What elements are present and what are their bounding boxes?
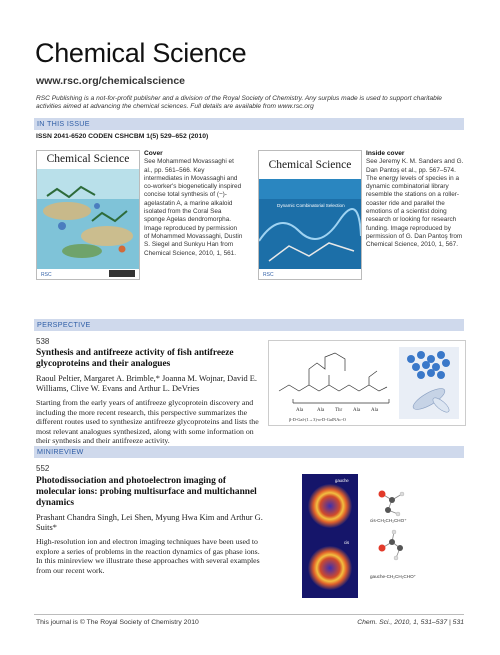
ion-imaging-panels[interactable] xyxy=(302,474,358,598)
molecule-structures xyxy=(366,478,464,582)
imaging-label-cis: cis xyxy=(344,540,350,545)
in-this-issue-label: IN THIS ISSUE xyxy=(37,119,90,128)
perspective-label-ala-2: Ala xyxy=(317,408,325,413)
inside-cover-image-subtitle: Dynamic Combinatorial Selection xyxy=(277,203,345,208)
minireview-abstract: High-resolution ion and electron imaging techniques have been used to explore a series of problems in the reaction dynamics of gas phase ions. In this minireview we illustrate these approaches with several examples from our recent work. xyxy=(36,537,260,575)
minireview-page-number: 552 xyxy=(36,464,50,473)
journal-title: Chemical Science xyxy=(35,38,247,68)
inside-cover-artwork xyxy=(259,151,361,279)
footer-copyright: This journal is © The Royal Society of Chemistry 2010 xyxy=(36,619,199,626)
inside-cover-image[interactable] xyxy=(258,150,362,280)
footer-citation: Chem. Sci., 2010, 1, 531–537 | 531 xyxy=(357,619,464,626)
molecule-models xyxy=(366,478,464,582)
perspective-abstract: Starting from the early years of antifreeze glycoprotein discovery and including the more recent research, this perspective summarizes the different routes used to synthesize antifreeze glycoproteins and lists the most relevant analogues synthesized, along with some information on their synthesis and their antifreeze activity. xyxy=(36,398,259,445)
svg-text:RSC: RSC xyxy=(263,272,274,278)
inside-cover-image-title: Chemical Science xyxy=(268,159,352,171)
cover-image[interactable] xyxy=(36,150,140,280)
inside-cover-text: See Jeremy K. M. Sanders and G. Dan Pantoş et al., pp. 567–574. The energy levels of species in a dynamic combinatorial library resemble the stations on a roller-coaster ride and parallel the emotions of a scientist doing research or looking for research funding. Image reproduced by permission of G. Dan Pantoş from Chemical Science, 2010, 1, 567. xyxy=(366,158,464,249)
minireview-title[interactable]: Photodissociation and photoelectron imaging of molecular ions: probing multisurface and multichannel dynamics xyxy=(36,476,257,508)
journal-url[interactable]: www.rsc.org/chemicalscience xyxy=(36,75,186,87)
perspective-band xyxy=(34,319,464,331)
minireview-label: MINIREVIEW xyxy=(37,447,84,456)
perspective-label-sugar: β-D-Gal-(1→3)-α-D-GalNAc-O xyxy=(289,417,346,422)
perspective-page-number: 538 xyxy=(36,337,50,346)
perspective-article[interactable] xyxy=(36,348,266,446)
perspective-label-ala-3: Ala xyxy=(353,408,361,413)
cover-caption xyxy=(144,150,244,258)
cover-text: See Mohammed Movassaghi et al., pp. 561–566. Key intermediates in Movassaghi and co-worker's biogenetically inspired concise total synthesis of (−)-agelastatin A, a marine alkaloid isolated from the Coral Sea sponge Agelas dendromorpha. Image reproduced by permission of Mohammed Movassaghi, Dustin S. Siegel and Sunkyu Han from Chemical Science, 2010, 1, 561. xyxy=(144,158,243,257)
cover-artwork xyxy=(37,151,139,279)
issn-line: ISSN 2041-6520 CODEN CSHCBM 1(5) 529–652 (2010) xyxy=(36,133,209,140)
publisher-intro: RSC Publishing is a not-for-profit publisher and a division of the Royal Society of Chemistry. Any surplus made is used to support charitable activities aimed at advancing the chemical sciences. Full details are available from www.rsc.org xyxy=(36,95,442,111)
glycoprotein-structure xyxy=(269,341,465,425)
in-this-issue-band xyxy=(34,118,464,130)
svg-text:RSC: RSC xyxy=(41,272,52,278)
imaging-label-gauche: gauche xyxy=(335,478,349,483)
perspective-authors: Raoul Peltier, Margaret A. Brimble,* Joanna M. Wojnar, David E. Williams, Clive W. Evans and Arthur L. DeVries xyxy=(36,374,257,393)
perspective-graphic[interactable] xyxy=(268,340,466,426)
cover-heading: Cover xyxy=(144,150,163,157)
perspective-label-ala-4: Ala xyxy=(371,408,379,413)
inside-cover-heading: Inside cover xyxy=(366,150,405,157)
minireview-authors: Prashant Chandra Singh, Lei Shen, Myung Hwa Kim and Arthur G. Suits* xyxy=(36,513,263,532)
perspective-label: PERSPECTIVE xyxy=(37,320,91,329)
molecule-label-cis: cis-CH₂CH₂CHO⁺ xyxy=(370,518,407,523)
perspective-label-thr: Thr xyxy=(335,408,343,413)
perspective-title[interactable]: Synthesis and antifreeze activity of fish antifreeze glycoproteins and their analogues xyxy=(36,348,234,369)
minireview-article[interactable] xyxy=(36,476,266,575)
ion-images xyxy=(302,474,358,598)
inside-cover-caption xyxy=(366,150,466,250)
molecule-label-gauche: gauche-CH₂CH₂CHO⁺ xyxy=(370,574,417,579)
footer-rule xyxy=(34,614,464,615)
cover-image-title: Chemical Science xyxy=(46,153,130,165)
perspective-label-ala-1: Ala xyxy=(296,408,304,413)
minireview-band xyxy=(34,446,464,458)
